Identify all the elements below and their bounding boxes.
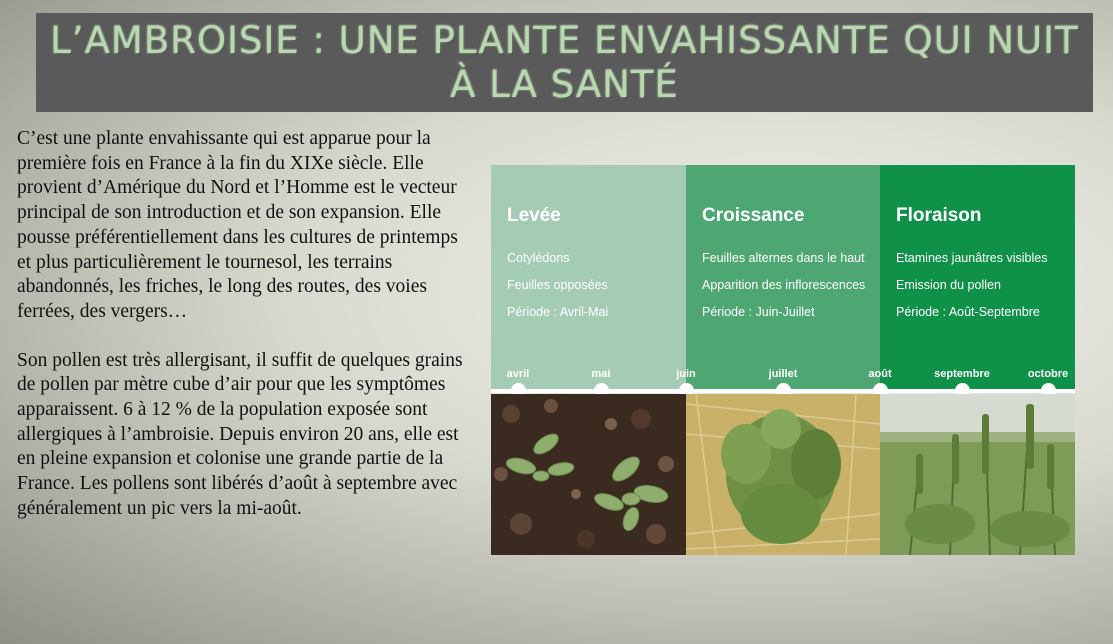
flowering-illustration <box>880 394 1075 555</box>
seedlings-illustration <box>491 394 686 555</box>
body-text <box>17 127 475 546</box>
phase-detail: Feuilles alternes dans le haut <box>702 251 865 265</box>
lifecycle-infographic <box>491 165 1075 555</box>
growth-illustration <box>686 394 880 555</box>
photo-flowering <box>880 394 1075 555</box>
phase-levee <box>491 165 686 392</box>
phase-detail: Etamines jaunâtres visibles <box>896 251 1048 265</box>
month-label-juillet: juillet <box>768 368 798 380</box>
phase-detail: Cotylédons <box>507 251 570 265</box>
month-label-aout: août <box>868 368 892 380</box>
phase-period: Période : Août-Septembre <box>896 305 1040 319</box>
month-label-octobre: octobre <box>1027 368 1069 380</box>
month-label-juin: juin <box>676 368 696 380</box>
month-label-mai: mai <box>591 368 611 380</box>
title-line-1: L’AMBROISIE : UNE PLANTE ENVAHISSANTE QUI NUIT <box>50 18 1079 62</box>
paragraph-pollen: Son pollen est très allergisant, il suffit de quelques grains de pollen par mètre cube d’air pour que les symptômes apparaissent. 6 à 12 % de la population exposée sont allergiques à l’ambroisie. Depuis environ 20 ans, elle est en pleine expansion et colonise une grande partie de la France. Les pollens sont libérés d’août à septembre avec généralement un pic vers la mi-août. <box>17 349 463 519</box>
phase-detail: Apparition des inflorescences <box>702 278 866 292</box>
phase-detail: Feuilles opposées <box>507 278 608 292</box>
phase-period: Période : Juin-Juillet <box>702 305 815 319</box>
phase-title: Levée <box>507 205 561 226</box>
phase-detail: Emission du pollen <box>896 278 1001 292</box>
phase-title: Floraison <box>896 205 982 226</box>
title-line-2: À LA SANTÉ <box>450 62 679 106</box>
photo-seedlings <box>491 394 686 555</box>
phase-period: Période : Avril-Mai <box>507 305 609 319</box>
paragraph-origin: C’est une plante envahissante qui est apparue pour la première fois en France à la fin du XIXe siècle. Elle provient d’Amérique du Nord et l’Homme est le vecteur principal de son introduction et de son expansion. Elle pousse préférentiellement dans les cultures de printemps et plus particulièrement le tournesol, les terrains abandonnés, les friches, le long des routes, des voies ferrées, des vergers… <box>17 128 458 322</box>
phase-title: Croissance <box>702 205 805 226</box>
month-label-septembre: septembre <box>934 368 990 380</box>
phase-croissance <box>686 165 880 392</box>
slide-title <box>50 19 1079 107</box>
title-banner <box>36 13 1093 112</box>
phase-floraison <box>880 165 1075 392</box>
month-label-avril: avril <box>506 368 530 380</box>
photo-growth <box>686 394 880 555</box>
